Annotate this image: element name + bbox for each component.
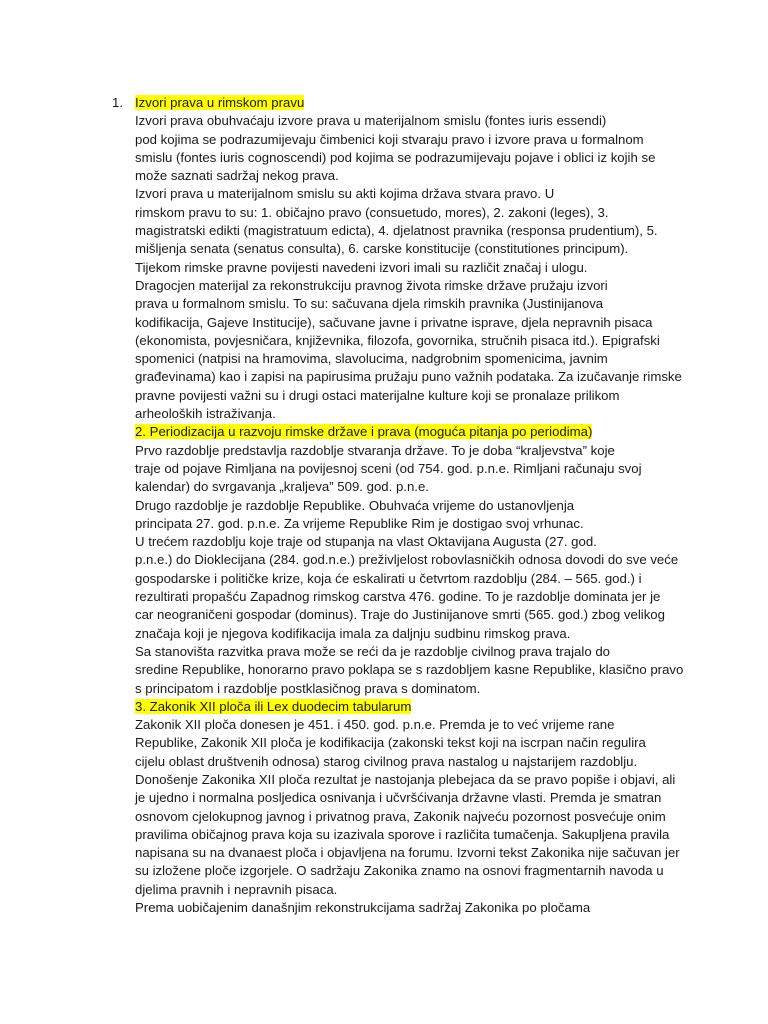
text-line-content: građevinama) kao i zapisi na papirusima pružaju puno važnih podataka. Za izučavanje rimske <box>135 369 682 385</box>
text-line-content: su izložene ploče izgorjele. O sadržaju Zakonika znamo na osnovi fragmentarnih navoda u <box>135 863 664 879</box>
text-line <box>135 588 755 606</box>
text-line <box>135 277 755 295</box>
section-heading: 2. Periodizacija u razvoju rimske države i prava (moguća pitanja po periodima) <box>135 424 593 440</box>
text-line-content: Izvori prava obuhvaćaju izvore prava u materijalnom smislu (fontes iuris essendi) <box>135 113 607 129</box>
text-line-content: p.n.e.) do Dioklecijana (284. god.n.e.) preživljelost robovlasničkih odnosa dovodi do sve veće <box>135 552 679 568</box>
text-line <box>135 112 755 130</box>
text-line <box>135 222 755 240</box>
text-line-content: osnovom cjelokupnog javnog i privatnog prava, Zakonik najveću pozornost posvećuje onim <box>135 808 666 824</box>
text-line-content: djelima pravnih i nepravnih pisaca. <box>135 881 338 897</box>
text-line <box>135 442 755 460</box>
text-line-content: mišljenja senata (senatus consulta), 6. carske konstitucije (constitutiones principum). <box>135 241 629 257</box>
text-line <box>135 478 755 496</box>
text-line <box>135 862 755 880</box>
text-line-content: rimskom pravu to su: 1. običajno pravo (consuetudo, mores), 2. zakoni (leges), 3. <box>135 204 609 220</box>
text-line-content: spomenici (natpisi na hramovima, slavolucima, nadgrobnim spomenicima, javnim <box>135 351 608 367</box>
section-heading-line <box>135 698 755 716</box>
text-line-content: kodifikacija, Gajeve Institucije), sačuvane javne i privatne isprave, djela nepravnih pisaca <box>135 314 653 330</box>
text-line <box>135 643 755 661</box>
text-line <box>135 753 755 771</box>
text-line-content: Donošenje Zakonika XII ploča rezultat je nastojanja plebejaca da se pravo popiše i objavi, ali <box>135 771 676 787</box>
text-line <box>135 405 755 423</box>
text-line-content: cijelu oblast društvenih odnosa) starog civilnog prava nastalog u najstarijem razdoblju. <box>135 753 638 769</box>
text-line-content: Prema uobičajenim današnjim rekonstrukcijama sadržaj Zakonika po pločama <box>135 900 591 916</box>
text-line-content: Drugo razdoblje je razdoblje Republike. Obuhvaća vrijeme do ustanovljenja <box>135 497 575 513</box>
text-line-content: traje od pojave Rimljana na povijesnoj sceni (od 754. god. p.n.e. Rimljani računaju svoj <box>135 460 642 476</box>
text-line <box>135 570 755 588</box>
text-line <box>135 625 755 643</box>
text-line <box>135 734 755 752</box>
text-line-content: smislu (fontes iuris cognoscendi) pod kojima se podrazumijevaju pojave i oblici iz kojih se <box>135 149 656 165</box>
text-line-content: Prvo razdoblje predstavlja razdoblje stvaranja države. To je doba “kraljevstva” koje <box>135 442 615 458</box>
text-line <box>135 881 755 899</box>
text-line <box>135 551 755 569</box>
text-line-content: značaja koji je njegova kodifikacija imala za daljnju sudbinu rimskog prava. <box>135 625 571 641</box>
text-line-content: arheoloških istraživanja. <box>135 406 276 422</box>
text-line <box>135 680 755 698</box>
text-line <box>135 661 755 679</box>
text-line <box>135 368 755 386</box>
text-line-content: pod kojima se podrazumijevaju čimbenici koji stvaraju pravo i izvore prava u formalnom <box>135 131 644 147</box>
text-line-content: Tijekom rimske pravne povijesti navedeni izvori imali su različit značaj i ulogu. <box>135 259 588 275</box>
text-line-content: Republike, Zakonik XII ploča je kodifikacija (zakonski tekst koji na iscrpan način regulira <box>135 735 646 751</box>
text-line-content: gospodarske i političke krize, koja će eskalirati u četvrtom razdoblju (284. – 565. god.) i <box>135 570 642 586</box>
text-line <box>135 771 755 789</box>
text-line-content: Dragocjen materijal za rekonstrukciju pravnog života rimske države pružaju izvori <box>135 277 608 293</box>
text-line <box>135 533 755 551</box>
text-line-content: principata 27. god. p.n.e. Za vrijeme Republike Rim je dostigao svoj vrhunac. <box>135 515 584 531</box>
section-heading: 3. Zakonik XII ploča ili Lex duodecim tabularum <box>135 698 412 714</box>
text-line-content: prava u formalnom smislu. To su: sačuvana djela rimskih pravnika (Justinijanova <box>135 296 604 312</box>
text-line-content: kalendar) do svrgavanja „kraljeva” 509. god. p.n.e. <box>135 479 429 495</box>
text-line <box>135 808 755 826</box>
section-heading-line <box>135 94 755 112</box>
text-line <box>135 332 755 350</box>
text-line-content: U trećem razdoblju koje traje od stupanja na vlast Oktavijana Augusta (27. god. <box>135 534 597 550</box>
text-line <box>135 350 755 368</box>
text-line <box>135 899 755 917</box>
text-line <box>135 460 755 478</box>
text-line-content: car neograničeni gospodar (dominus). Traje do Justinijanove smrti (565. god.) zbog velikog <box>135 607 665 623</box>
text-line-content: pravne povijesti važni su i drugi ostaci materijalne kulture koji se pronalaze prilikom <box>135 387 620 403</box>
text-line <box>135 387 755 405</box>
text-line-content: može saznati sadržaj nekog prava. <box>135 168 339 184</box>
text-line <box>135 515 755 533</box>
text-line-content: je ujedno i normalna posljedica osnivanja i učvršćivanja državne vlasti. Premda je smatran <box>135 790 662 806</box>
text-line <box>135 789 755 807</box>
list-number: 1. <box>112 95 123 110</box>
section-heading: Izvori prava u rimskom pravu <box>135 95 305 110</box>
text-line <box>135 149 755 167</box>
text-line <box>135 844 755 862</box>
text-line-content: s principatom i razdoblje postklasičnog prava s dominatom. <box>135 680 481 696</box>
text-line <box>135 204 755 222</box>
text-line <box>135 259 755 277</box>
text-line-content: pravilima običajnog prava koja su izazivala sporove i različita tumačenja. Sakupljena pravila <box>135 826 670 842</box>
text-line <box>135 167 755 185</box>
text-line-content: napisana su na dvanaest ploča i objavljena na forumu. Izvorni tekst Zakonika nije sačuvan jer <box>135 845 680 861</box>
text-line-content: Zakonik XII ploča donesen je 451. i 450. god. p.n.e. Premda je to već vrijeme rane <box>135 717 615 733</box>
text-line <box>135 314 755 332</box>
section-heading-line <box>135 423 755 441</box>
text-line-content: sredine Republike, honorarno pravo poklapa se s razdobljem kasne Republike, klasično pravo <box>135 662 684 678</box>
text-line-content: (ekonomista, povjesničara, književnika, filozofa, govornika, stručnih pisaca itd.). Epigrafski <box>135 332 660 348</box>
text-line <box>135 131 755 149</box>
document-body <box>135 94 755 917</box>
text-line <box>135 716 755 734</box>
text-line <box>135 185 755 203</box>
text-line <box>135 295 755 313</box>
text-line <box>135 826 755 844</box>
text-line-content: rezultirati propašću Zapadnog rimskog carstva 476. godine. To je razdoblje dominata jer je <box>135 589 661 605</box>
text-line-content: Sa stanovišta razvitka prava može se reći da je razdoblje civilnog prava trajalo do <box>135 643 610 659</box>
text-line <box>135 606 755 624</box>
text-line-content: magistratski edikti (magistratuum edicta), 4. djelatnost pravnika (responsa prudentium), 5. <box>135 223 658 239</box>
text-line <box>135 240 755 258</box>
text-line-content: Izvori prava u materijalnom smislu su akti kojima država stvara pravo. U <box>135 186 555 202</box>
text-line <box>135 497 755 515</box>
